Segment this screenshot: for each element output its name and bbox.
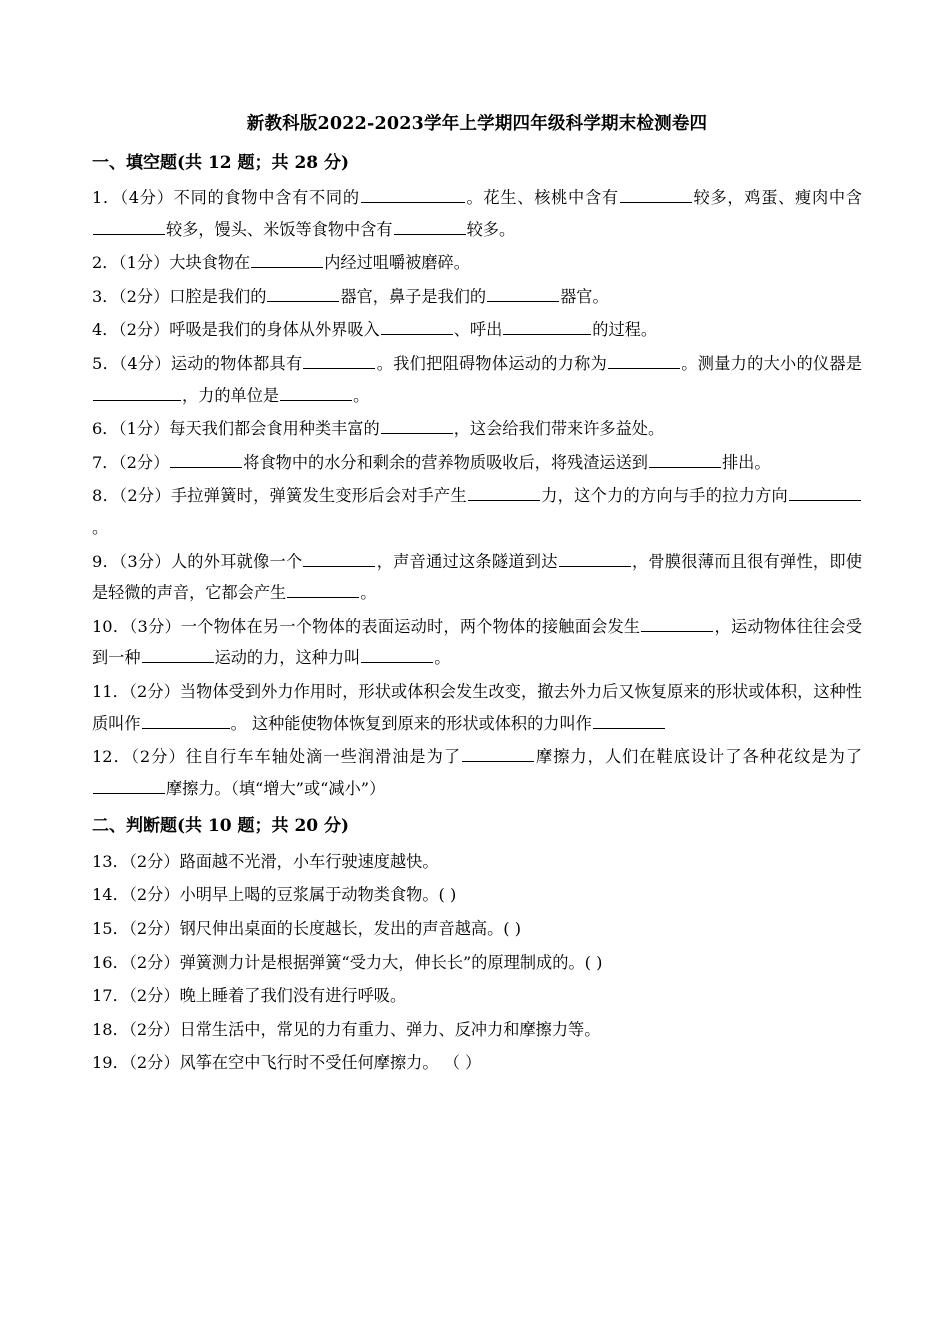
question-text: 口腔是我们的	[169, 286, 267, 306]
answer-blank[interactable]	[608, 351, 680, 369]
answer-blank[interactable]	[170, 450, 242, 468]
section-fill-in-the-blank	[92, 151, 862, 805]
question-number: 19．	[92, 1053, 129, 1073]
question-score: （2分）	[128, 1019, 180, 1039]
answer-blank[interactable]	[93, 776, 165, 794]
question-text: 。	[360, 583, 377, 603]
answer-blank[interactable]	[280, 383, 352, 401]
question-text: ，力的单位是	[182, 385, 280, 405]
question-item	[92, 947, 862, 979]
question-number: 5．	[92, 353, 120, 373]
answer-blank[interactable]	[394, 217, 466, 235]
question-number: 9．	[92, 551, 120, 571]
question-item	[92, 182, 862, 245]
question-text: 。我们把阻碍物体运动的力称为	[376, 353, 608, 373]
question-number: 14．	[92, 885, 129, 905]
question-text: 晚上睡着了我们没有进行呼吸。	[179, 986, 407, 1006]
question-text: 。测量力的大小的仪器是	[681, 353, 863, 373]
question-item	[92, 281, 862, 313]
question-number: 2．	[92, 253, 119, 273]
question-score: （2分）	[119, 486, 171, 506]
answer-blank[interactable]	[142, 645, 214, 663]
question-text: 不同的食物中含有不同的	[173, 188, 360, 207]
question-score: （2分）	[118, 286, 170, 306]
question-number: 18．	[92, 1019, 129, 1039]
question-score: （2分）	[128, 1053, 180, 1073]
question-number: 4．	[92, 320, 119, 340]
question-text: 的过程。	[592, 320, 658, 340]
question-item	[92, 413, 862, 445]
question-item	[92, 913, 862, 945]
question-score: （1分）	[118, 419, 170, 439]
answer-blank[interactable]	[93, 383, 181, 401]
question-text: 运动的力，这种力叫	[214, 648, 361, 668]
question-text: 呼吸是我们的身体从外界吸入	[169, 320, 380, 340]
question-text: ，这会给我们带来许多益处。	[453, 419, 665, 439]
question-text: 排出。	[721, 452, 771, 472]
question-score: （2分）	[128, 986, 180, 1006]
question-number: 16．	[92, 952, 129, 972]
question-text: 运动的物体都具有	[170, 353, 303, 373]
question-text: 钢尺伸出桌面的长度越长，发出的声音越高。( )	[179, 918, 522, 938]
question-text: 当物体受到外力作用时，形状或体积会发生改变，撤去外力后又恢复原来的形状或体积，这种性质叫作	[92, 681, 862, 733]
question-list	[92, 846, 862, 1079]
question-text: 。	[92, 517, 109, 537]
question-text: 、呼出	[453, 320, 503, 340]
question-item	[92, 314, 862, 346]
question-text: 。	[353, 385, 370, 405]
question-score: （4分）	[119, 188, 174, 207]
answer-blank[interactable]	[503, 317, 591, 335]
answer-blank[interactable]	[361, 645, 433, 663]
question-text: 力，这个力的方向与手的拉力方向	[540, 486, 788, 506]
question-text: 往自行车车轴处滴一些润滑油是为了	[185, 747, 462, 767]
answer-blank[interactable]	[468, 483, 540, 501]
question-score: （2分）	[128, 885, 180, 905]
answer-blank[interactable]	[620, 185, 692, 203]
question-text: 。 这种能使物体恢复到原来的形状或体积的力叫作	[230, 713, 592, 733]
section-true-false	[92, 814, 862, 1079]
question-number: 13．	[92, 851, 129, 871]
question-number: 12．	[92, 747, 131, 767]
question-item	[92, 611, 862, 674]
question-number: 17．	[92, 986, 129, 1006]
question-score: （2分）	[130, 747, 186, 767]
question-text: 弹簧测力计是根据弹簧“受力大，伸长长”的原理制成的。( )	[179, 952, 603, 972]
question-text: ，声音通过这条隧道到达	[376, 551, 558, 571]
question-item	[92, 1047, 862, 1079]
question-text: 。	[434, 648, 451, 668]
section-heading: 一、填空题(共 12 题；共 28 分)	[92, 152, 350, 173]
question-number: 1．	[92, 188, 120, 207]
answer-blank[interactable]	[462, 744, 534, 762]
question-text: 小明早上喝的豆浆属于动物类食物。( )	[179, 885, 457, 905]
answer-blank[interactable]	[251, 250, 323, 268]
question-number: 3．	[92, 286, 119, 306]
answer-blank[interactable]	[381, 416, 453, 434]
answer-blank[interactable]	[93, 217, 165, 235]
question-text: 一个物体在另一个物体的表面运动时，两个物体的接触面会发生	[180, 616, 641, 636]
question-text: 器官。	[560, 286, 609, 306]
question-number: 7．	[92, 452, 119, 472]
question-score: （3分）	[129, 616, 181, 636]
question-item	[92, 247, 862, 279]
question-text: 器官，鼻子是我们的	[340, 286, 487, 306]
question-score: （2分）	[118, 452, 170, 472]
question-list	[92, 182, 862, 804]
answer-blank[interactable]	[593, 711, 665, 729]
question-item	[92, 480, 862, 543]
question-item	[92, 879, 862, 911]
question-text: 较多。	[466, 219, 516, 239]
question-item	[92, 348, 862, 411]
question-text: 摩擦力。（填“增大”或“减小”）	[166, 778, 386, 798]
answer-blank[interactable]	[361, 185, 465, 203]
question-text: 摩擦力，人们在鞋底设计了各种花纹是为了	[535, 747, 862, 767]
question-number: 6．	[92, 419, 119, 439]
question-text: 人的外耳就像一个	[170, 551, 303, 571]
question-score: （2分）	[118, 320, 170, 340]
answer-blank[interactable]	[789, 483, 861, 501]
question-score: （2分）	[128, 952, 180, 972]
question-score: （4分）	[119, 353, 171, 373]
question-item	[92, 1014, 862, 1046]
question-item	[92, 846, 862, 878]
question-text: ，骨膜很薄而且很有弹性，即使是轻微的声音，它都会产生	[92, 551, 863, 603]
question-text: ，运动物体往往会受到一种	[92, 616, 863, 668]
answer-blank[interactable]	[641, 614, 713, 632]
question-text: 每天我们都会食用种类丰富的	[169, 419, 380, 439]
question-item	[92, 980, 862, 1012]
question-number: 10．	[92, 616, 130, 636]
question-score: （1分）	[118, 253, 170, 273]
question-score: （2分）	[128, 851, 180, 871]
question-text: 风筝在空中飞行时不受任何摩擦力。 （ ）	[179, 1053, 482, 1073]
question-text: 内经过咀嚼被磨碎。	[324, 253, 470, 273]
question-number: 15．	[92, 918, 129, 938]
question-text: 将食物中的水分和剩余的营养物质吸收后，将残渣运送到	[243, 452, 648, 472]
question-item	[92, 741, 862, 804]
question-text: 较多，馒头、米饭等食物中含有	[166, 219, 393, 239]
question-text: 。花生、核桃中含有	[465, 188, 619, 207]
answer-blank[interactable]	[142, 711, 230, 729]
question-text: 路面越不光滑，小车行驶速度越快。	[179, 851, 439, 871]
answer-blank[interactable]	[487, 284, 559, 302]
question-text: 日常生活中，常见的力有重力、弹力、反冲力和摩擦力等。	[179, 1019, 601, 1039]
question-item	[92, 546, 862, 609]
question-text: 手拉弹簧时，弹簧发生变形后会对手产生	[170, 486, 467, 506]
question-item	[92, 676, 862, 739]
answer-blank[interactable]	[649, 450, 721, 468]
question-score: （3分）	[119, 551, 171, 571]
question-number: 11．	[92, 681, 129, 701]
question-score: （2分）	[128, 681, 180, 701]
section-heading: 二、判断题(共 10 题；共 20 分)	[92, 816, 350, 837]
question-text: 较多，鸡蛋、瘦肉中含	[692, 188, 862, 207]
answer-blank[interactable]	[381, 317, 453, 335]
question-number: 8．	[92, 486, 120, 506]
answer-blank[interactable]	[303, 549, 375, 567]
answer-blank[interactable]	[303, 351, 375, 369]
question-score: （2分）	[128, 918, 180, 938]
answer-blank[interactable]	[287, 580, 359, 598]
answer-blank[interactable]	[559, 549, 631, 567]
question-item	[92, 447, 862, 479]
answer-blank[interactable]	[267, 284, 339, 302]
page-title: 新教科版2022-2023学年上学期四年级科学期末检测卷四	[246, 114, 708, 134]
question-text: 大块食物在	[169, 253, 251, 273]
